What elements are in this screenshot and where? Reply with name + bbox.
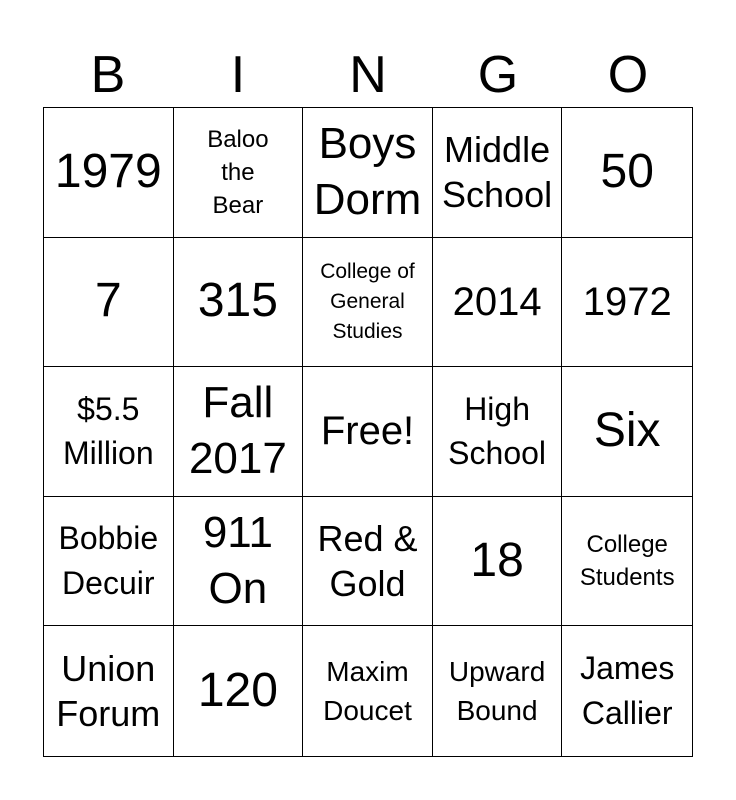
bingo-cell-r5-c4[interactable]: Upward Bound [433,626,563,756]
bingo-cell-r4-c1[interactable]: Bobbie Decuir [44,497,174,627]
bingo-cell-r4-c4[interactable]: 18 [433,497,563,627]
bingo-cell-r1-c4[interactable]: Middle School [433,108,563,238]
bingo-cell-r3-c5[interactable]: Six [562,367,692,497]
bingo-cell-r1-c2[interactable]: Baloo the Bear [174,108,304,238]
bingo-cell-r2-c2[interactable]: 315 [174,238,304,368]
bingo-board [43,107,693,757]
bingo-cell-r5-c1[interactable]: Union Forum [44,626,174,756]
bingo-cell-r2-c1[interactable]: 7 [44,238,174,368]
bingo-cell-r3-c3[interactable]: Free! [303,367,433,497]
bingo-cell-r2-c4[interactable]: 2014 [433,238,563,368]
header-letter-b: B [90,46,126,104]
bingo-cell-r1-c3[interactable]: Boys Dorm [303,108,433,238]
bingo-cell-r4-c2[interactable]: 911 On [174,497,304,627]
bingo-cell-r2-c3[interactable]: College of General Studies [303,238,433,368]
header-letter-g: G [477,46,519,104]
bingo-header [43,44,693,106]
bingo-cell-r3-c2[interactable]: Fall 2017 [174,367,304,497]
header-letter-n: N [349,46,387,104]
bingo-cell-r4-c5[interactable]: College Students [562,497,692,627]
header-letter-o: O [607,46,649,104]
bingo-cell-r4-c3[interactable]: Red & Gold [303,497,433,627]
bingo-cell-r3-c4[interactable]: High School [433,367,563,497]
bingo-cell-r1-c1[interactable]: 1979 [44,108,174,238]
bingo-cell-r5-c2[interactable]: 120 [174,626,304,756]
header-letter-i: I [230,46,246,104]
bingo-cell-r5-c3[interactable]: Maxim Doucet [303,626,433,756]
bingo-cell-r5-c5[interactable]: James Callier [580,650,675,732]
bingo-cell-r2-c5[interactable]: 1972 [562,238,692,368]
bingo-cell-r1-c5[interactable]: 50 [562,108,692,238]
bingo-cell-r3-c1[interactable]: $5.5 Million [44,367,174,497]
